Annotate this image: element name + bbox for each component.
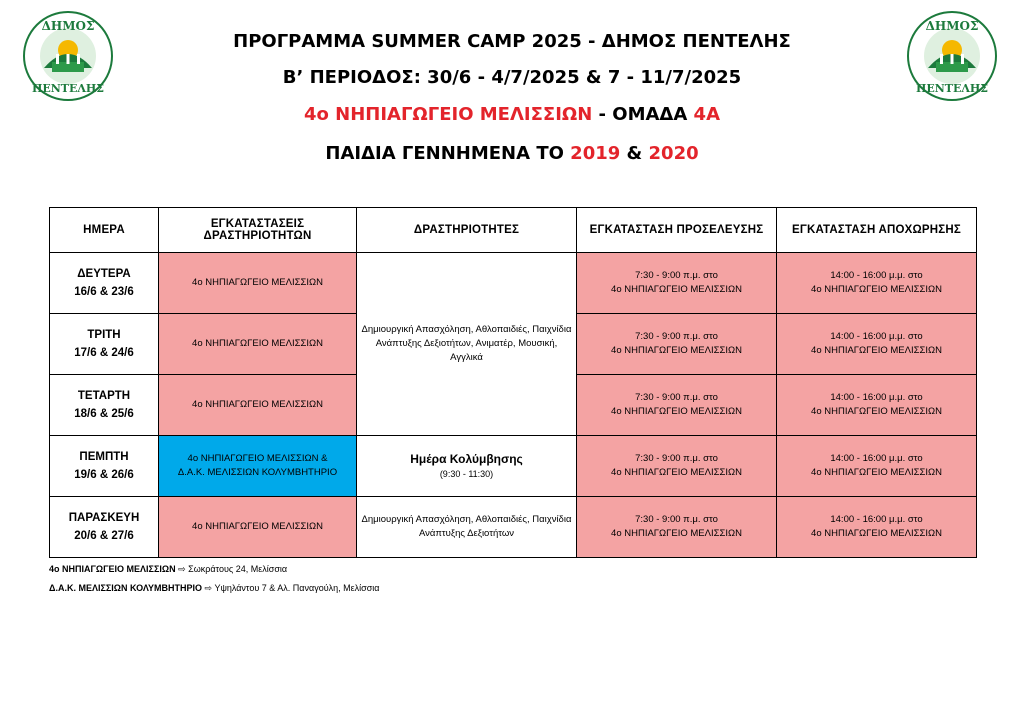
- departure-time: 14:00 - 16:00 μ.μ. στο: [830, 270, 923, 281]
- departure-cell: [777, 314, 977, 375]
- arrival-place: 4ο ΝΗΠΙΑΓΩΓΕΙΟ ΜΕΛΙΣΣΙΩΝ: [611, 528, 742, 539]
- table-row: [50, 253, 977, 314]
- header-facilities: ΕΓΚΑΤΑΣΤΑΣΕΙΣ ΔΡΑΣΤΗΡΙΟΤΗΤΩΝ: [159, 208, 357, 253]
- arrival-place: 4ο ΝΗΠΙΑΓΩΓΕΙΟ ΜΕΛΙΣΣΙΩΝ: [611, 467, 742, 478]
- table-header-row: [50, 208, 977, 253]
- school-name: 4ο ΝΗΠΙΑΓΩΓΕΙΟ ΜΕΛΙΣΣΙΩΝ: [303, 104, 593, 125]
- facility-cell: 4ο ΝΗΠΙΑΓΩΓΕΙΟ ΜΕΛΙΣΣΙΩΝ: [159, 497, 357, 558]
- day-name: ΔΕΥΤΕΡΑ: [77, 268, 131, 280]
- period-line: Β’ ΠΕΡΙΟΔΟΣ: 30/6 - 4/7/2025 & 7 - 11/7/2025: [282, 67, 742, 88]
- activities-cell: Δημιουργική Απασχόληση, Αθλοπαιδιές, Παιχνίδια Ανάπτυξης Δεξιοτήτων: [357, 497, 577, 558]
- arrow-right-icon: ⇨: [178, 564, 186, 574]
- birth-year-1: 2019: [570, 143, 621, 164]
- day-cell: [50, 375, 159, 436]
- arrival-cell: [577, 253, 777, 314]
- swim-day-cell: [357, 436, 577, 497]
- swim-day-time: (9:30 - 11:30): [439, 469, 494, 479]
- departure-place: 4ο ΝΗΠΙΑΓΩΓΕΙΟ ΜΕΛΙΣΣΙΩΝ: [811, 467, 942, 478]
- header-arrival: ΕΓΚΑΤΑΣΤΑΣΗ ΠΡΟΣΕΛΕΥΣΗΣ: [577, 208, 777, 253]
- svg-text:ΔΗΜΟΣ: ΔΗΜΟΣ: [925, 19, 979, 33]
- day-name: ΠΕΜΠΤΗ: [79, 451, 129, 463]
- arrival-time: 7:30 - 9:00 π.μ. στο: [635, 392, 718, 403]
- departure-time: 14:00 - 16:00 μ.μ. στο: [830, 453, 923, 464]
- departure-place: 4ο ΝΗΠΙΑΓΩΓΕΙΟ ΜΕΛΙΣΣΙΩΝ: [811, 345, 942, 356]
- arrival-place: 4ο ΝΗΠΙΑΓΩΓΕΙΟ ΜΕΛΙΣΣΙΩΝ: [611, 284, 742, 295]
- svg-text:ΠΕΝΤΕΛΗΣ: ΠΕΝΤΕΛΗΣ: [31, 82, 105, 95]
- arrival-time: 7:30 - 9:00 π.μ. στο: [635, 514, 718, 525]
- footer-address-pool: [49, 582, 379, 594]
- day-cell: [50, 436, 159, 497]
- day-dates: 16/6 & 23/6: [74, 286, 134, 298]
- day-cell: [50, 314, 159, 375]
- header-activities: ΔΡΑΣΤΗΡΙΟΤΗΤΕΣ: [357, 208, 577, 253]
- departure-time: 14:00 - 16:00 μ.μ. στο: [830, 331, 923, 342]
- swim-day-title: Ημέρα Κολύμβησης: [410, 452, 523, 466]
- departure-cell: [777, 375, 977, 436]
- facility-cell: [159, 436, 357, 497]
- footer-school-name: 4ο ΝΗΠΙΑΓΩΓΕΙΟ ΜΕΛΙΣΣΙΩΝ: [49, 564, 176, 574]
- arrival-cell: [577, 497, 777, 558]
- footer-pool-address: Υψηλάντου 7 & Αλ. Παναγούλη, Μελίσσια: [214, 583, 380, 593]
- departure-cell: [777, 497, 977, 558]
- birth-year-2: 2020: [648, 143, 699, 164]
- group-id: 4Α: [693, 104, 721, 125]
- birth-years-amp: &: [620, 143, 649, 164]
- table-row: [50, 497, 977, 558]
- departure-time: 14:00 - 16:00 μ.μ. στο: [830, 392, 923, 403]
- facility-line-2: Δ.Α.Κ. ΜΕΛΙΣΣΙΩΝ ΚΟΛΥΜΒΗΤΗΡΙΟ: [177, 467, 338, 478]
- header-departure: ΕΓΚΑΤΑΣΤΑΣΗ ΑΠΟΧΩΡΗΣΗΣ: [777, 208, 977, 253]
- table-row: [50, 436, 977, 497]
- page-title: ΠΡΟΓΡΑΜΜΑ SUMMER CAMP 2025 - ΔΗΜΟΣ ΠΕΝΤΕΛΗΣ: [233, 31, 791, 52]
- departure-time: 14:00 - 16:00 μ.μ. στο: [830, 514, 923, 525]
- school-group-line: [0, 104, 1024, 126]
- arrival-cell: [577, 314, 777, 375]
- birth-years-line: [0, 143, 1024, 165]
- day-dates: 17/6 & 24/6: [74, 347, 134, 359]
- schedule-table: [49, 207, 977, 558]
- group-separator: - ΟΜΑΔΑ: [592, 104, 694, 125]
- departure-place: 4ο ΝΗΠΙΑΓΩΓΕΙΟ ΜΕΛΙΣΣΙΩΝ: [811, 284, 942, 295]
- day-name: ΤΡΙΤΗ: [87, 329, 121, 341]
- svg-text:ΠΕΝΤΕΛΗΣ: ΠΕΝΤΕΛΗΣ: [915, 82, 989, 95]
- day-name: ΤΕΤΑΡΤΗ: [77, 390, 131, 402]
- arrival-cell: [577, 436, 777, 497]
- facility-cell: 4ο ΝΗΠΙΑΓΩΓΕΙΟ ΜΕΛΙΣΣΙΩΝ: [159, 253, 357, 314]
- facility-line-1: 4ο ΝΗΠΙΑΓΩΓΕΙΟ ΜΕΛΙΣΣΙΩΝ &: [187, 453, 328, 464]
- departure-cell: [777, 436, 977, 497]
- day-dates: 19/6 & 26/6: [74, 469, 134, 481]
- footer-address-school: [49, 563, 287, 575]
- footer-school-address: Σωκράτους 24, Μελίσσια: [188, 564, 288, 574]
- facility-cell: 4ο ΝΗΠΙΑΓΩΓΕΙΟ ΜΕΛΙΣΣΙΩΝ: [159, 375, 357, 436]
- departure-cell: [777, 253, 977, 314]
- departure-place: 4ο ΝΗΠΙΑΓΩΓΕΙΟ ΜΕΛΙΣΣΙΩΝ: [811, 406, 942, 417]
- arrival-cell: [577, 375, 777, 436]
- day-dates: 18/6 & 25/6: [74, 408, 134, 420]
- birth-years-prefix: ΠΑΙΔΙΑ ΓΕΝΝΗΜΕΝΑ ΤΟ: [325, 143, 571, 164]
- facility-cell: 4ο ΝΗΠΙΑΓΩΓΕΙΟ ΜΕΛΙΣΣΙΩΝ: [159, 314, 357, 375]
- arrival-place: 4ο ΝΗΠΙΑΓΩΓΕΙΟ ΜΕΛΙΣΣΙΩΝ: [611, 345, 742, 356]
- arrival-place: 4ο ΝΗΠΙΑΓΩΓΕΙΟ ΜΕΛΙΣΣΙΩΝ: [611, 406, 742, 417]
- day-dates: 20/6 & 27/6: [74, 530, 134, 542]
- header-day: ΗΜΕΡΑ: [50, 208, 159, 253]
- departure-place: 4ο ΝΗΠΙΑΓΩΓΕΙΟ ΜΕΛΙΣΣΙΩΝ: [811, 528, 942, 539]
- arrival-time: 7:30 - 9:00 π.μ. στο: [635, 331, 718, 342]
- day-name: ΠΑΡΑΣΚΕΥΗ: [68, 512, 140, 524]
- arrow-right-icon: ⇨: [204, 583, 213, 593]
- footer-pool-name: Δ.Α.Κ. ΜΕΛΙΣΣΙΩΝ ΚΟΛΥΜΒΗΤΗΡΙΟ: [49, 583, 203, 593]
- day-cell: [50, 497, 159, 558]
- svg-text:ΔΗΜΟΣ: ΔΗΜΟΣ: [41, 19, 95, 33]
- arrival-time: 7:30 - 9:00 π.μ. στο: [635, 270, 718, 281]
- arrival-time: 7:30 - 9:00 π.μ. στο: [635, 453, 718, 464]
- day-cell: [50, 253, 159, 314]
- activities-cell: Δημιουργική Απασχόληση, Αθλοπαιδιές, Παιχνίδια Ανάπτυξης Δεξιοτήτων, Ανιματέρ, Μουσική, Αγγλικά: [357, 253, 577, 436]
